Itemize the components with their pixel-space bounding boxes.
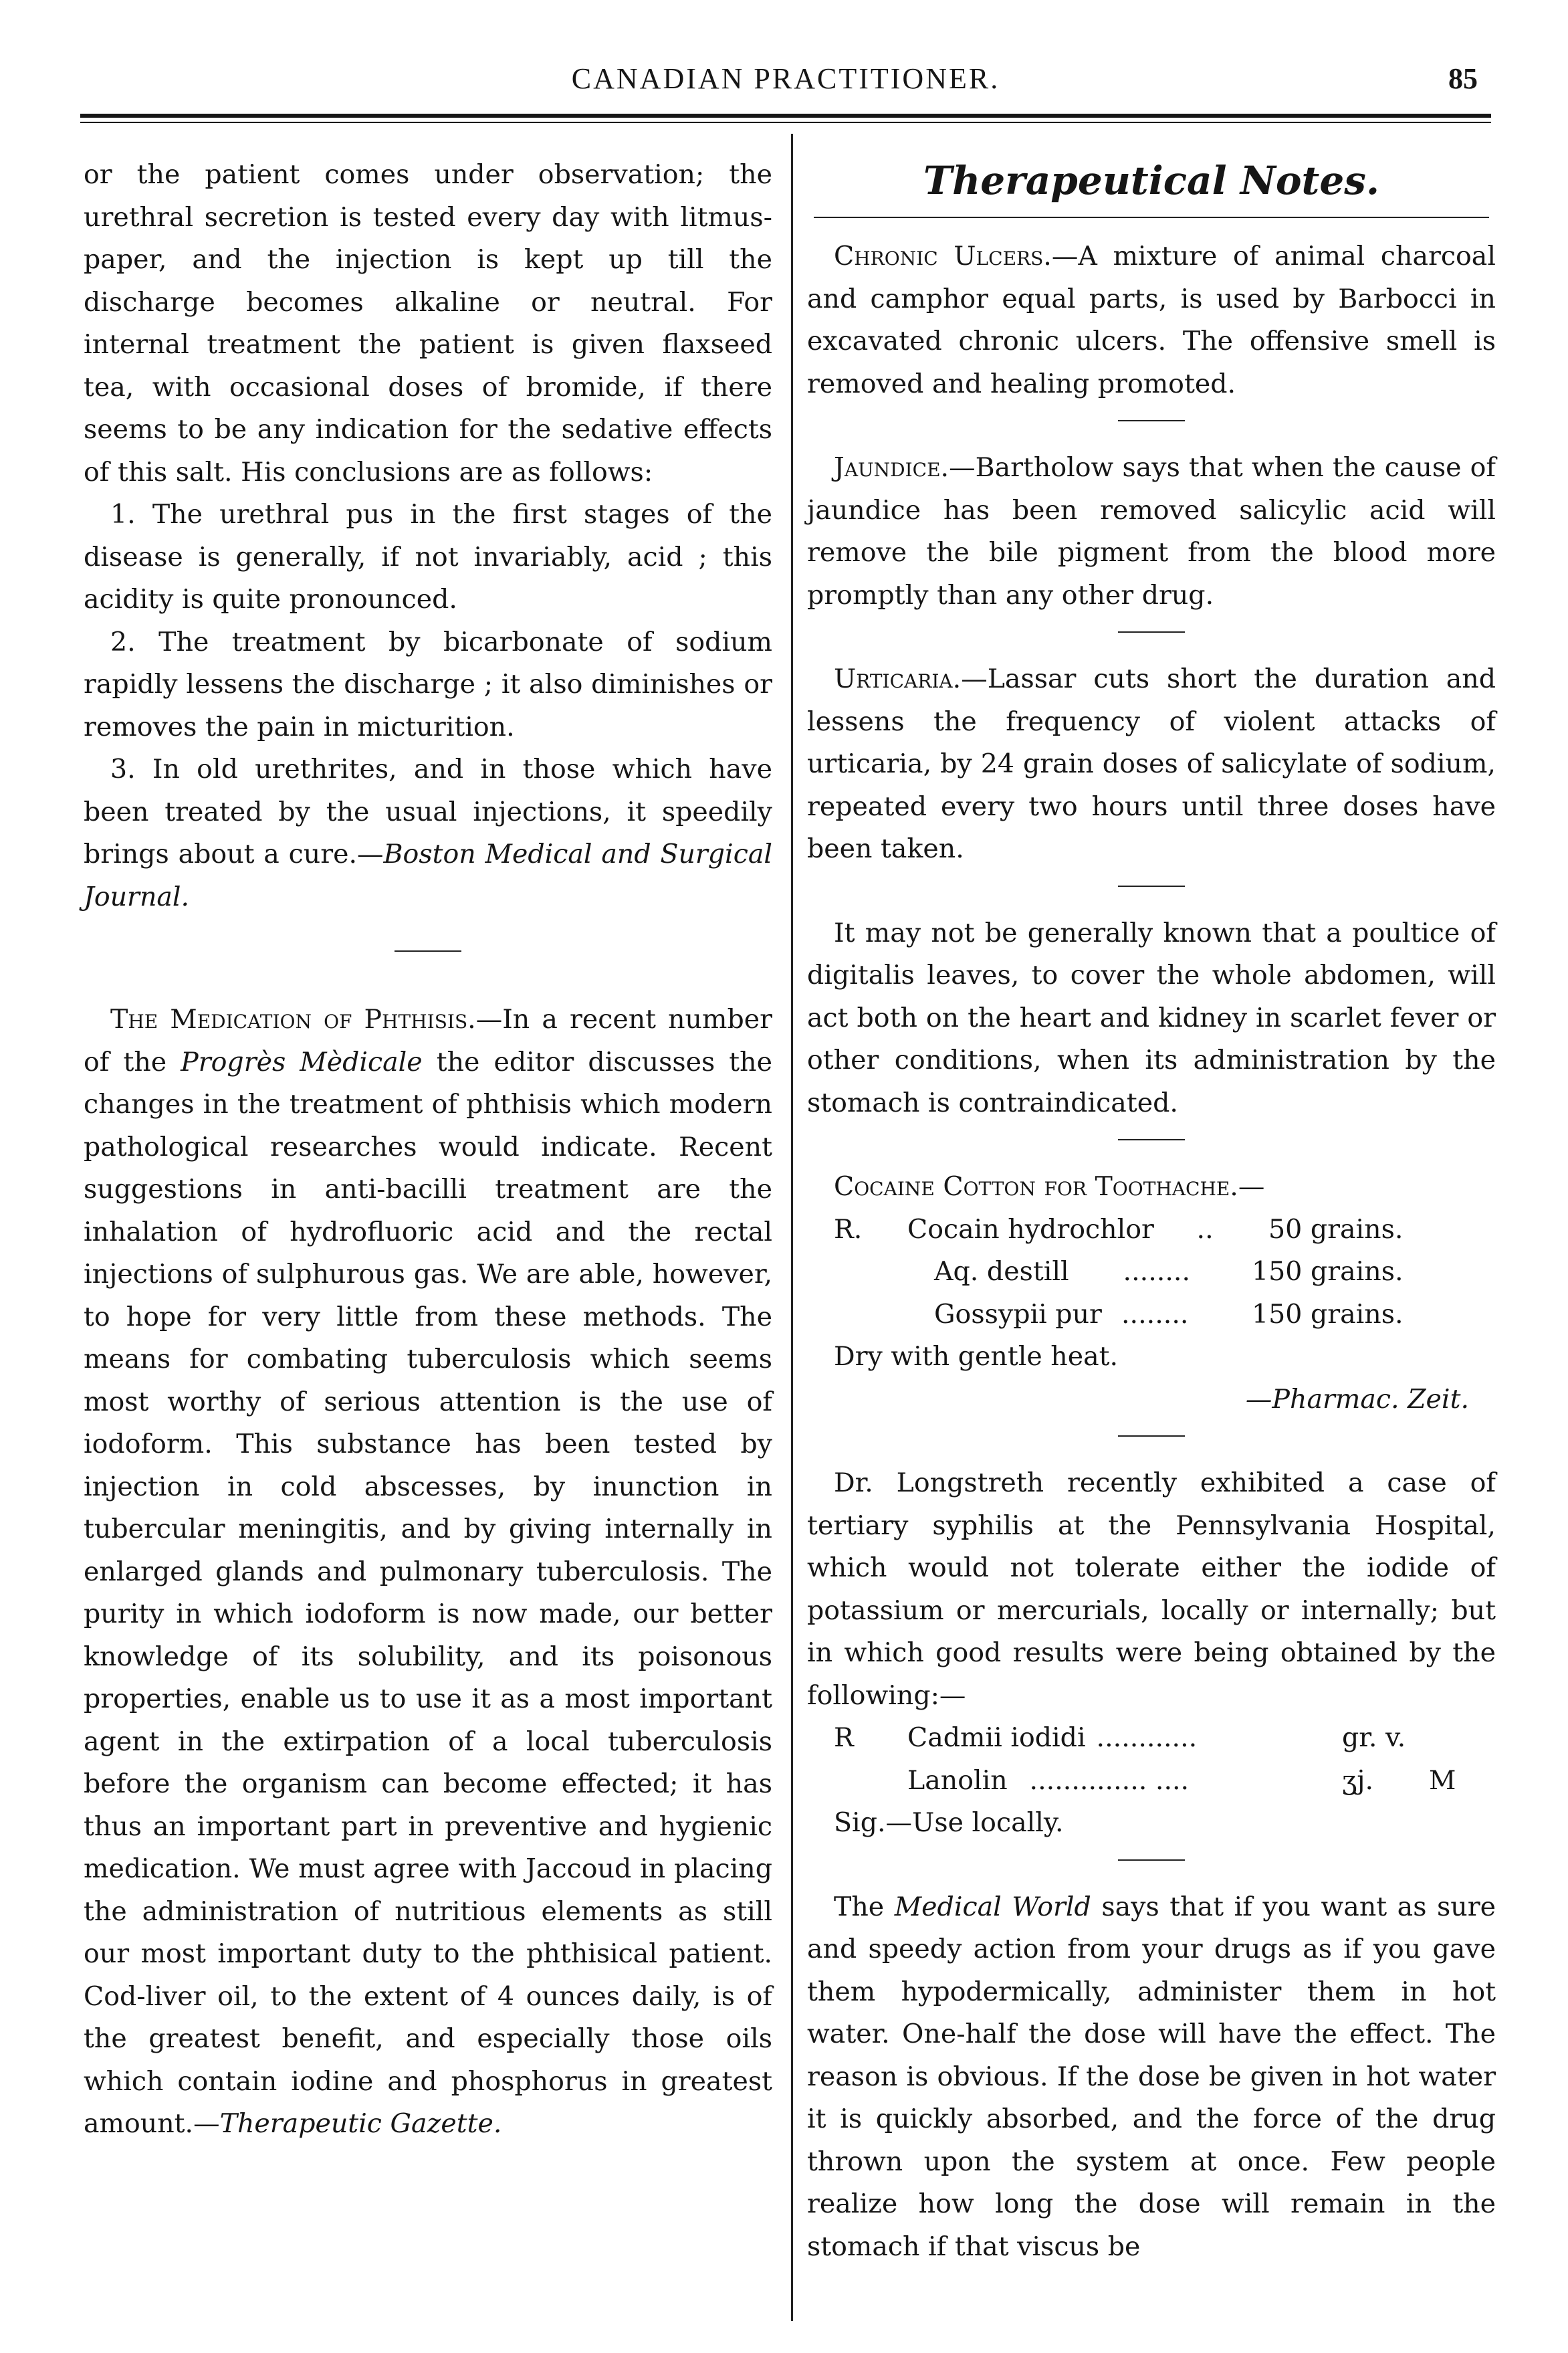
prescription-line [807,1760,1496,1803]
rx-amount: 150 grains. [1252,1256,1404,1287]
pharmac-zeit-text: —Pharmac. Zeit. [1245,1383,1469,1415]
phthisis-intro: —In a recent number of the [84,1004,772,1078]
rx-ingredient: Lanolin [907,1764,1008,1796]
jaundice-heading: Jaundice. [834,452,949,483]
rx-symbol: R. [834,1213,863,1245]
rx-leader: ........ [1121,1298,1189,1330]
longstreth-note: Dr. Longstreth recently exhibited a case of tertiary syphilis at the Pennsylvania Hospital, which would not tolerate either the iodide of potassium or mercurials, locally or internally; but in which good results were being obtained by the following:— [807,1467,1496,1711]
urticaria-heading: Urticaria. [834,663,962,694]
cocaine-heading-dash: — [1238,1171,1265,1202]
note-separator [1118,631,1185,633]
page-header [80,62,1491,111]
prescription-line [807,1209,1496,1251]
cocaine-cotton-heading: Cocaine Cotton for Toothache. [834,1171,1238,1202]
rx-amount: 50 grains. [1268,1213,1404,1245]
urticaria-note [807,658,1496,871]
right-column [807,154,1496,2268]
therapeutic-gazette-citation: Therapeutic Gazette. [219,2108,502,2139]
rx-mix-mark: M [1429,1764,1456,1796]
rx-ingredient: Cadmii iodidi [907,1722,1086,1753]
rx-leader: ............ [1088,1722,1198,1753]
conclusion-item-2: 2. The treatment by bicarbonate of sodium rapidly lessens the discharge ; it also diminishes or removes the pain in micturition. [84,626,772,742]
jaundice-body: —Bartholow says that when the cause of jaundice has been removed salicylic acid will remove the bile pigment from the blood more promptly than any other drug. [807,452,1496,611]
prescription-line [807,1294,1496,1336]
pharmac-zeit-citation [807,1378,1496,1421]
chronic-ulcers-heading: Chronic Ulcers. [834,241,1052,272]
section-separator [395,950,461,952]
rx-ingredient: Aq. destill [934,1256,1069,1287]
left-column [84,154,772,2146]
therapeutical-notes-title: Therapeutical Notes. [923,158,1380,203]
prescription-line [807,1251,1496,1294]
rx-leader: .. [1188,1213,1222,1245]
medical-world-note [807,1886,1496,2269]
urticaria-body: —Lassar cuts short the duration and lessens the frequency of violent attacks of urticaria, by 24 grain doses of salicylate of sodium, repeated every two hours until three doses have been taken. [807,663,1496,864]
jaundice-note [807,447,1496,617]
conclusion-item-3-text: 3. In old urethrites, and in those which have been treated by the usual injections, it speedily brings about a cure.— [84,754,772,869]
longstreth-sig: Sig.—Use locally. [834,1807,1064,1838]
boston-journal-citation: Boston Medical and Surgical Journal. [84,839,772,912]
cocaine-direction: Dry with gentle heat. [834,1341,1119,1372]
header-rule-thin [80,122,1491,123]
phthisis-article [84,999,772,2146]
medical-world-body: says that if you want as sure and speedy action from your drugs as if you gave them hypodermically, administer them in hot water. One-half the dose will have the effect. The reason is obvious. If the dose be given in hot water it is quickly absorbed, and the force of the drug thrown upon the system at once. Few people realize how long the dose will remain in the stomach if that viscus be [807,1891,1496,2262]
medical-world-intro: The [834,1891,895,1922]
rx-leader: .............. .... [1021,1764,1190,1796]
urethritis-paragraph: or the patient comes under observation; the urethral secretion is tested every day with litmus-paper, and the injection is kept up till the discharge becomes alkaline or neutral. For internal treatment the patient is given flaxseed tea, with occasional doses of bromide, if there seems to be any indication for the sedative effects of this salt. His conclusions are as follows: [84,159,772,488]
digitalis-note: It may not be generally known that a poultice of digitalis leaves, to cover the whole abdomen, will act both on the heart and kidney in scarlet fever or other conditions, when its administration by the stomach is contraindicated. [807,917,1496,1118]
note-separator [1118,420,1185,421]
rx-amount: gr. v. [1342,1722,1406,1753]
page-number: 85 [1448,62,1478,95]
note-separator [1118,1139,1185,1140]
chronic-ulcers-note [807,235,1496,405]
column-divider [791,134,793,2321]
prescription-line [807,1717,1496,1760]
title-rule [814,217,1489,218]
note-separator [1118,1435,1185,1437]
chronic-ulcers-body: —A mixture of animal charcoal and camphor equal parts, is used by Barbocci in excavated chronic ulcers. The offensive smell is removed and healing promoted. [807,241,1496,399]
note-separator [1118,886,1185,887]
rx-amount: 150 grains. [1252,1298,1404,1330]
progres-medicale-title: Progrès Mèdicale [181,1046,423,1078]
running-title: CANADIAN PRACTITIONER. [571,62,1000,95]
header-rule-thick [80,114,1491,118]
phthisis-heading: The Medication of Phthisis. [110,1004,476,1035]
conclusion-item-1: 1. The urethral pus in the first stages of the disease is generally, if not invariably, acid ; this acidity is quite pronounced. [84,499,772,615]
cocaine-cotton-heading-line [807,1166,1496,1209]
rx-leader: ........ [1115,1256,1191,1287]
rx-amount: ʒj. [1342,1764,1374,1796]
medical-world-title: Medical World [894,1891,1091,1922]
rx-ingredient: Cocain hydrochlor [907,1213,1154,1245]
phthisis-body: the editor discusses the changes in the treatment of phthisis which modern pathological researches would indicate. Recent suggestions in anti-bacilli treatment are the inhalation of hydrofluoric acid and the rectal injections of sulphurous gas. We are able, however, to hope for very little from these methods. The means for combating tuberculosis which seems most worthy of serious attention is the use of iodoform. This substance has been tested by injection in cold abscesses, by inunction in tubercular meningitis, and by giving internally in enlarged glands and pulmonary tuberculosis. The purity in which iodoform is now made, our better knowledge of its solubility, and its poisonous properties, enable us to use it as a most important agent in the extirpation of a local tuberculosis before the organism can become effected; it has thus an important part in preventive and hygienic medication. We must agree with Jaccoud in placing the administration of nutritious elements as still our most important duty to the phthisical patient. Cod-liver oil, to the extent of 4 ounces daily, is of the greatest benefit, and especially those oils which contain iodine and phosphorus in greatest amount.— [84,1046,772,2139]
conclusion-item-3 [84,748,772,918]
rx-ingredient: Gossypii pur [934,1298,1102,1330]
note-separator [1118,1859,1185,1861]
rx-symbol: R [834,1722,854,1753]
